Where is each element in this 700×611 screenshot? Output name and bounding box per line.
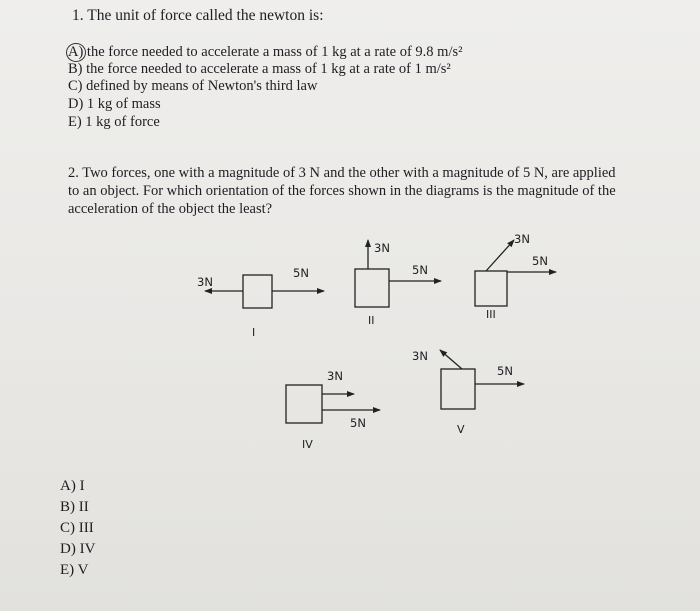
diagram-i-box — [243, 275, 272, 308]
diagram-i-label-5n: 5N — [293, 266, 309, 280]
diagram-iii-label-3n: 3N — [514, 232, 530, 246]
diagram-v-box — [441, 369, 475, 409]
diagram-v-label-5n: 5N — [497, 364, 513, 378]
q1-choice-a: A) the force needed to accelerate a mass of 1 kg at a rate of 9.8 m/s² — [68, 44, 463, 60]
diagram-iv-box — [286, 385, 322, 423]
diagram-ii — [355, 240, 441, 307]
q2-answer-d: D) IV — [60, 541, 96, 557]
diagram-ii-roman: II — [368, 314, 375, 327]
diagram-iv-label-3n: 3N — [327, 369, 343, 383]
diagram-ii-box — [355, 269, 389, 307]
q2-answer-c: C) III — [60, 520, 94, 536]
diagram-iii — [475, 240, 556, 306]
q2-answer-b: B) II — [60, 499, 89, 515]
diagram-iii-force-3n-arrow — [486, 240, 514, 271]
q1-choice-c: C) defined by means of Newton's third law — [68, 78, 318, 94]
q1-choice-b: B) the force needed to accelerate a mass of 1 kg at a rate of 1 m/s² — [68, 61, 451, 77]
diagram-v-label-3n: 3N — [412, 349, 428, 363]
question-2-line-2: to an object. For which orientation of the forces shown in the diagrams is the magnitude of the — [68, 183, 616, 199]
q1-choice-e: E) 1 kg of force — [68, 114, 160, 130]
diagram-i-label-3n: 3N — [197, 275, 213, 289]
diagram-ii-label-3n: 3N — [374, 241, 390, 255]
diagram-v-force-3n-arrow — [440, 350, 462, 369]
diagram-i-roman: I — [252, 326, 256, 339]
question-2-line-3: acceleration of the object the least? — [68, 201, 273, 217]
diagram-iii-label-5n: 5N — [532, 254, 548, 268]
diagram-iv-roman: IV — [302, 438, 313, 451]
diagram-iii-box — [475, 271, 507, 306]
q1-choice-d: D) 1 kg of mass — [68, 96, 161, 112]
question-1-title: 1. The unit of force called the newton is: — [72, 7, 324, 24]
diagram-iii-roman: III — [486, 308, 496, 321]
diagram-iv-label-5n: 5N — [350, 416, 366, 430]
question-2-line-1: 2. Two forces, one with a magnitude of 3 N and the other with a magnitude of 5 N, are applied — [68, 165, 616, 181]
diagram-v-roman: V — [457, 423, 465, 436]
q2-answer-a: A) I — [60, 478, 85, 494]
diagram-ii-label-5n: 5N — [412, 263, 428, 277]
diagram-v — [440, 350, 524, 409]
q2-answer-e: E) V — [60, 562, 89, 578]
